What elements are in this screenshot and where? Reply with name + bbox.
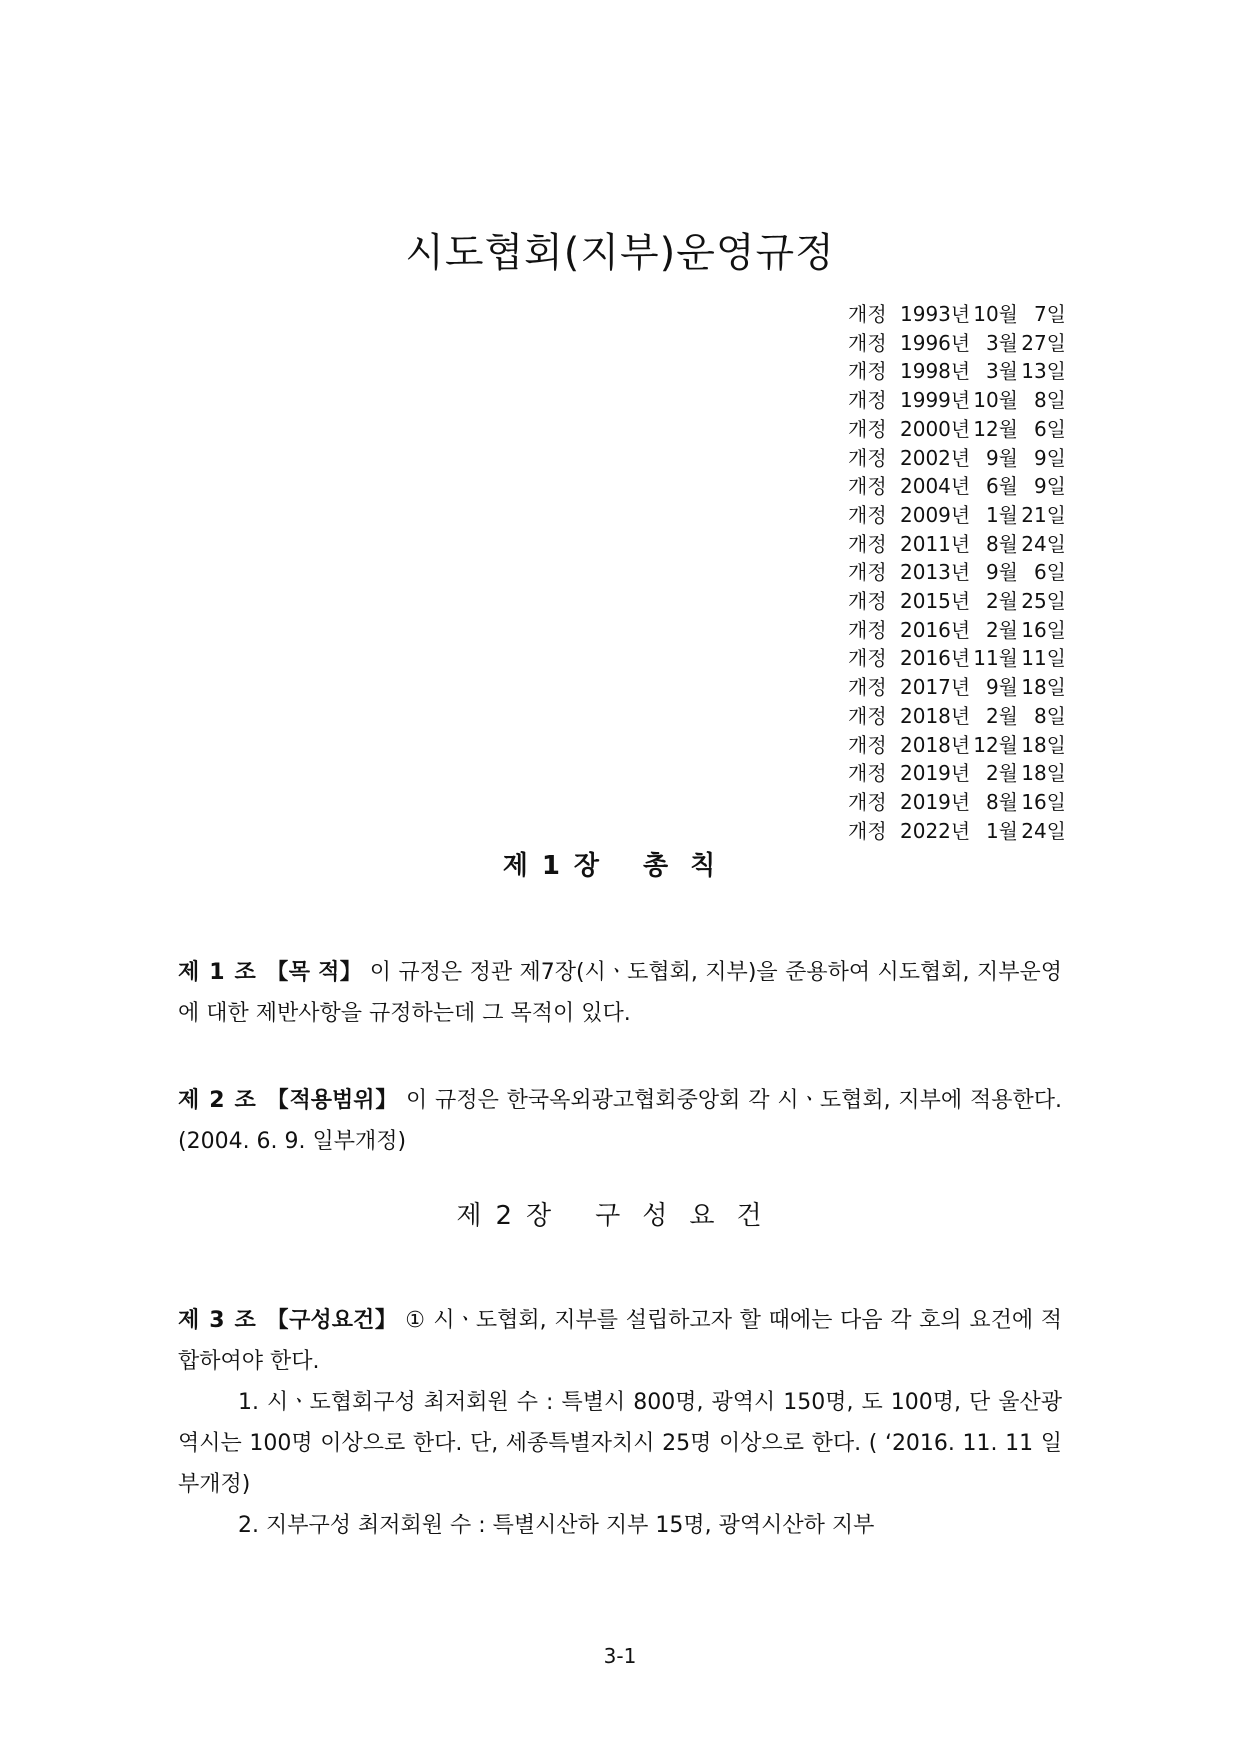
article-3-item-2: 2. 지부구성 최저회원 수 : 특별시산하 지부 15명, 광역시산하 지부 [238, 1513, 875, 1538]
amendment-year: 2019년 [900, 761, 971, 786]
amendment-row [848, 616, 1066, 645]
amendment-year: 1996년 [900, 330, 971, 355]
amendment-month: 10월 [973, 388, 1018, 413]
article-3-number: 제3조 [178, 1308, 266, 1333]
amendment-month: 2월 [985, 761, 1018, 786]
amendment-month: 11월 [973, 646, 1018, 671]
amendment-year: 2018년 [900, 732, 971, 757]
amendment-day: 27일 [1021, 330, 1066, 355]
amendment-month: 6월 [985, 474, 1018, 499]
chapter-1-number: 제1장 [502, 851, 614, 881]
amendment-row [848, 731, 1066, 760]
amendment-year: 2018년 [900, 703, 971, 728]
amendment-day: 24일 [1021, 818, 1066, 843]
amendment-month: 10월 [973, 302, 1018, 326]
amendment-row [848, 759, 1066, 788]
amendment-row [848, 472, 1066, 501]
amendment-row [848, 587, 1066, 616]
amendment-row [848, 788, 1066, 817]
article-1 [178, 952, 1062, 1034]
amendment-label: 개정 [848, 302, 887, 326]
amendment-label: 개정 [848, 388, 887, 413]
amendment-label: 개정 [848, 646, 887, 671]
article-2 [178, 1080, 1062, 1162]
amendment-row [848, 300, 1066, 329]
article-1-number: 제1조 [178, 960, 266, 985]
amendment-month: 12월 [973, 732, 1018, 757]
article-3-title: 【구성요건】 [265, 1308, 398, 1333]
chapter-2-heading [0, 1196, 1240, 1236]
amendment-label: 개정 [848, 531, 887, 556]
amendment-year: 2019년 [900, 789, 971, 814]
amendment-label: 개정 [848, 789, 887, 814]
amendment-month: 3월 [985, 330, 1018, 355]
article-1-text: 이 규정은 정관 제7장(시ㆍ도협회, 지부)을 준용하여 시도협회, 지부운영에 대한 제반사항을 규정하는데 그 목적이 있다. [178, 960, 1062, 1026]
amendment-label: 개정 [848, 560, 887, 585]
article-3-text: ① 시ㆍ도협회, 지부를 설립하고자 할 때에는 다음 각 호의 요건에 적합하여야 한다. [178, 1308, 1063, 1374]
amendment-day: 8일 [1033, 388, 1066, 413]
chapter-2-name: 구성요건 [595, 1201, 784, 1231]
amendment-label: 개정 [848, 617, 887, 642]
amendment-year: 2004년 [900, 474, 971, 499]
amendment-year: 2022년 [900, 818, 971, 843]
amendment-day: 24일 [1021, 531, 1066, 556]
amendment-row [848, 558, 1066, 587]
article-3-item-1: 1. 시ㆍ도협회구성 최저회원 수 : 특별시 800명, 광역시 150명, 도 100명, 단 울산광역시는 100명 이상으로 한다. 단, 세종특별자치시 25명 이상으로 한다. ( ‘2016. 11. 11 일부개정) [178, 1390, 1062, 1497]
amendment-day: 21일 [1021, 502, 1066, 527]
amendment-month: 2월 [985, 617, 1018, 642]
amendment-year: 2009년 [900, 502, 971, 527]
amendment-month: 12월 [973, 416, 1018, 441]
amendment-history [848, 300, 1066, 845]
amendment-label: 개정 [848, 330, 887, 355]
amendment-year: 2011년 [900, 531, 971, 556]
article-2-title: 【적용범위】 [265, 1088, 399, 1113]
amendment-month: 8월 [985, 789, 1018, 814]
amendment-row [848, 386, 1066, 415]
amendment-row [848, 530, 1066, 559]
amendment-year: 1999년 [900, 388, 971, 413]
amendment-row [848, 415, 1066, 444]
amendment-day: 25일 [1021, 589, 1066, 614]
amendment-label: 개정 [848, 502, 887, 527]
amendment-month: 9월 [985, 675, 1018, 700]
article-2-number: 제2조 [178, 1088, 266, 1113]
amendment-day: 8일 [1033, 703, 1066, 728]
amendment-month: 2월 [985, 703, 1018, 728]
amendment-year: 1993년 [900, 302, 971, 326]
amendment-year: 2016년 [900, 617, 971, 642]
amendment-month: 8월 [985, 531, 1018, 556]
amendment-day: 6일 [1033, 560, 1066, 585]
amendment-year: 2013년 [900, 560, 971, 585]
amendment-day: 9일 [1033, 445, 1066, 470]
amendment-row [848, 329, 1066, 358]
amendment-row [848, 444, 1066, 473]
amendment-year: 2016년 [900, 646, 971, 671]
amendment-day: 16일 [1021, 617, 1066, 642]
amendment-label: 개정 [848, 761, 887, 786]
amendment-day: 9일 [1033, 474, 1066, 499]
amendment-year: 2002년 [900, 445, 971, 470]
amendment-month: 1월 [985, 818, 1018, 843]
amendment-row [848, 673, 1066, 702]
article-2-text: 이 규정은 한국옥외광고협회중앙회 각 시ㆍ도협회, 지부에 적용한다. (2004. 6. 9. 일부개정) [178, 1088, 1062, 1154]
article-1-title: 【목 적】 [265, 960, 363, 985]
amendment-label: 개정 [848, 732, 887, 757]
amendment-day: 18일 [1021, 761, 1066, 786]
amendment-row [848, 644, 1066, 673]
amendment-row [848, 702, 1066, 731]
amendment-year: 2015년 [900, 589, 971, 614]
amendment-day: 11일 [1021, 646, 1066, 671]
amendment-label: 개정 [848, 416, 887, 441]
amendment-year: 1998년 [900, 359, 971, 384]
amendment-day: 6일 [1033, 416, 1066, 441]
amendment-year: 2000년 [900, 416, 971, 441]
amendment-day: 18일 [1021, 732, 1066, 757]
amendment-label: 개정 [848, 675, 887, 700]
chapter-1-name: 총칙 [643, 851, 738, 881]
amendment-day: 18일 [1021, 675, 1066, 700]
chapter-1-heading [0, 846, 1240, 886]
amendment-row [848, 501, 1066, 530]
amendment-label: 개정 [848, 359, 887, 384]
amendment-month: 9월 [985, 560, 1018, 585]
amendment-day: 13일 [1021, 359, 1066, 384]
amendment-row [848, 817, 1066, 846]
amendment-day: 7일 [1033, 302, 1066, 326]
amendment-row [848, 357, 1066, 386]
page-number: 3-1 [603, 1644, 637, 1668]
chapter-2-number: 제2장 [456, 1201, 566, 1231]
amendment-month: 9월 [985, 445, 1018, 470]
document-title: 시도협회(지부)운영규정 [405, 229, 835, 276]
amendment-label: 개정 [848, 445, 887, 470]
amendment-label: 개정 [848, 474, 887, 499]
amendment-year: 2017년 [900, 675, 971, 700]
amendment-month: 2월 [985, 589, 1018, 614]
article-3 [178, 1300, 1062, 1382]
amendment-month: 1월 [985, 502, 1018, 527]
amendment-label: 개정 [848, 589, 887, 614]
amendment-label: 개정 [848, 818, 887, 843]
amendment-label: 개정 [848, 703, 887, 728]
amendment-month: 3월 [985, 359, 1018, 384]
amendment-day: 16일 [1021, 789, 1066, 814]
